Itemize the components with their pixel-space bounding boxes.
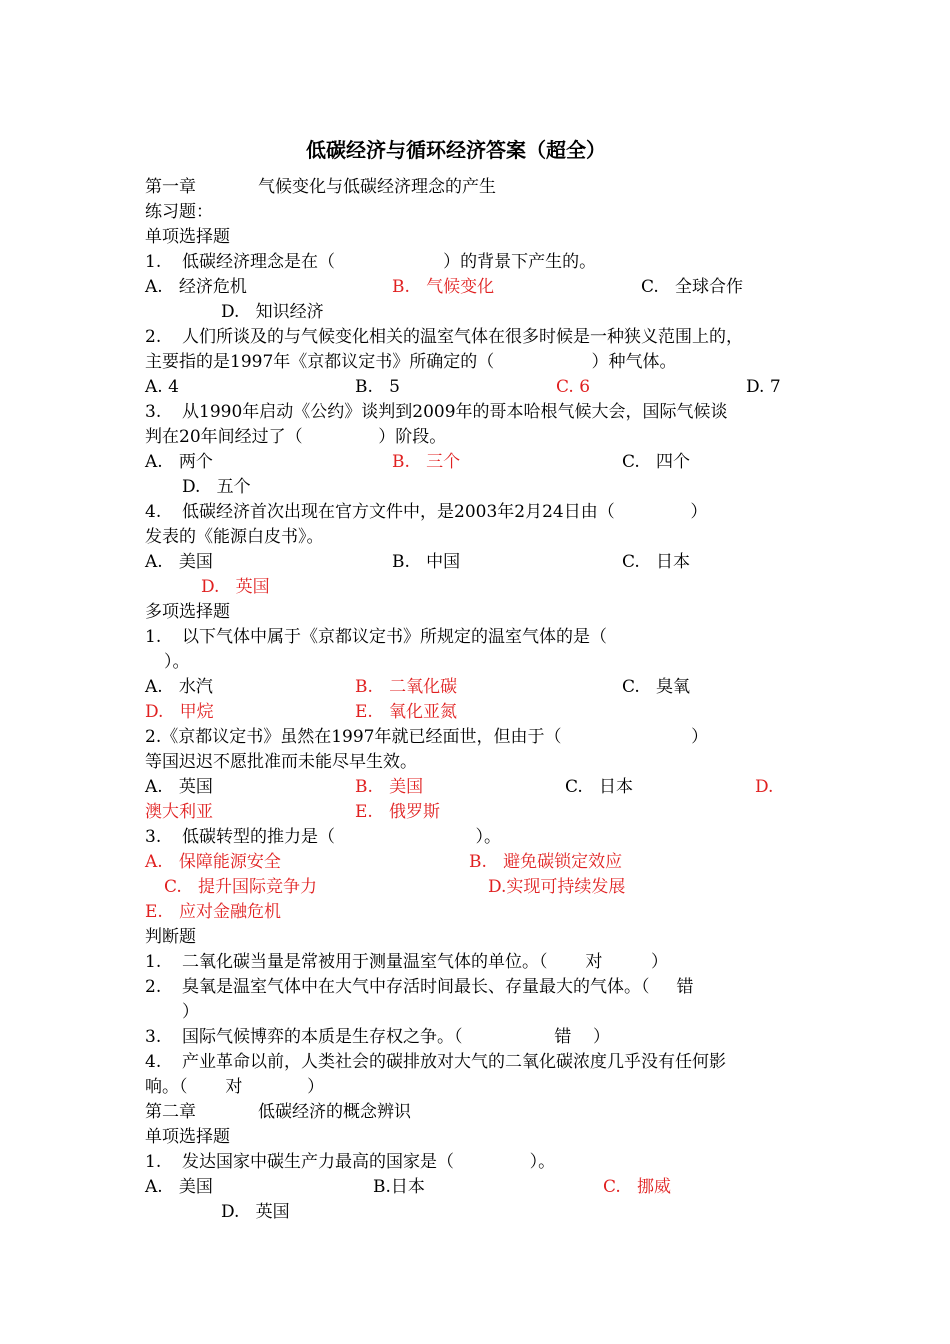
question-stem-cont: 等国迟迟不愿批准而未能尽早生效。 bbox=[145, 752, 417, 772]
page-title: 低碳经济与循环经济答案（超全） bbox=[306, 138, 606, 162]
question-stem: 2.《京都议定书》虽然在1997年就已经面世，但由于（ ） bbox=[145, 727, 709, 747]
option-b: B. 5 bbox=[355, 377, 400, 397]
option-d-answer: D. 甲烷 bbox=[145, 702, 214, 722]
question-stem-cont: ） bbox=[182, 1002, 199, 1022]
question-number: 3. bbox=[145, 827, 162, 847]
question-stem: 从1990年启动《公约》谈判到2009年的哥本哈根气候大会，国际气候谈 bbox=[182, 402, 728, 422]
option-b: B.日本 bbox=[373, 1177, 425, 1197]
question-stem-cont: 主要指的是1997年《京都议定书》所确定的（ ）种气体。 bbox=[145, 352, 677, 372]
exercises-heading: 练习题： bbox=[145, 202, 213, 222]
option-b-answer: B. 美国 bbox=[355, 777, 424, 797]
question-number: 3. bbox=[145, 1027, 162, 1047]
chapter2-name: 低碳经济的概念辨识 bbox=[258, 1102, 411, 1122]
option-b-answer: B. 气候变化 bbox=[392, 277, 495, 297]
question-number: 4. bbox=[145, 502, 162, 522]
question-stem: 产业革命以前，人类社会的碳排放对大气的二氧化碳浓度几乎没有任何影 bbox=[182, 1052, 726, 1072]
option-e-answer: E. 应对金融危机 bbox=[145, 902, 282, 922]
option-c: C. 臭氧 bbox=[622, 677, 691, 697]
question-stem: 国际气候博弈的本质是生存权之争。（ 错 ） bbox=[182, 1027, 610, 1047]
option-d: D. 知识经济 bbox=[221, 302, 324, 322]
question-number: 1. bbox=[145, 1152, 162, 1172]
question-number: 1. bbox=[145, 952, 162, 972]
question-stem: 二氧化碳当量是常被用于测量温室气体的单位。（ 对 ） bbox=[182, 952, 668, 972]
option-c-answer: C. 挪威 bbox=[603, 1177, 672, 1197]
question-stem-cont: ）。 bbox=[164, 652, 190, 672]
question-stem: 发达国家中碳生产力最高的国家是（ ）。 bbox=[182, 1152, 556, 1172]
question-number: 1. bbox=[145, 252, 162, 272]
option-d-answer: D.实现可持续发展 bbox=[488, 877, 626, 897]
option-c: C. 四个 bbox=[622, 452, 691, 472]
chapter1-name: 气候变化与低碳经济理念的产生 bbox=[258, 177, 496, 197]
option-a: A. 4 bbox=[145, 377, 179, 397]
option-d-answer-text: 澳大利亚 bbox=[145, 802, 213, 822]
question-stem-cont: 判在20年间经过了（ ）阶段。 bbox=[145, 427, 447, 447]
single-choice-heading: 单项选择题 bbox=[145, 1127, 230, 1147]
question-stem: 低碳经济理念是在（ ）的背景下产生的。 bbox=[182, 252, 597, 272]
chapter2-label: 第二章 bbox=[145, 1102, 196, 1122]
option-b-answer: B. 二氧化碳 bbox=[355, 677, 458, 697]
option-c-answer: C. 6 bbox=[556, 377, 591, 397]
option-a: A. 美国 bbox=[145, 552, 213, 572]
question-stem: 低碳转型的推力是（ ）。 bbox=[182, 827, 501, 847]
option-a: A. 英国 bbox=[145, 777, 213, 797]
option-c: C. 日本 bbox=[622, 552, 691, 572]
question-stem: 以下气体中属于《京都议定书》所规定的温室气体的是（ bbox=[182, 627, 607, 647]
question-stem: 人们所谈及的与气候变化相关的温室气体在很多时候是一种狭义范围上的， bbox=[182, 327, 743, 347]
true-false-heading: 判断题 bbox=[145, 927, 196, 947]
option-a: A. 美国 bbox=[145, 1177, 213, 1197]
option-b-answer: B. 三个 bbox=[392, 452, 461, 472]
option-d: D. 7 bbox=[746, 377, 781, 397]
question-stem: 臭氧是温室气体中在大气中存活时间最长、存量最大的气体。（ 错 bbox=[182, 977, 694, 997]
option-a-answer: A. 保障能源安全 bbox=[145, 852, 281, 872]
question-number: 2. bbox=[145, 327, 162, 347]
multi-choice-heading: 多项选择题 bbox=[145, 602, 230, 622]
question-stem-cont: 响。（ 对 ） bbox=[145, 1077, 325, 1097]
question-number: 2. bbox=[145, 977, 162, 997]
single-choice-heading: 单项选择题 bbox=[145, 227, 230, 247]
question-number: 4. bbox=[145, 1052, 162, 1072]
option-e-answer: E. 氧化亚氮 bbox=[355, 702, 458, 722]
question-number: 3. bbox=[145, 402, 162, 422]
option-c: C. 日本 bbox=[565, 777, 634, 797]
option-b-answer: B. 避免碳锁定效应 bbox=[469, 852, 623, 872]
question-stem: 低碳经济首次出现在官方文件中，是2003年2月24日由（ ） bbox=[182, 502, 708, 522]
option-c: C. 全球合作 bbox=[641, 277, 744, 297]
question-stem-cont: 发表的《能源白皮书》。 bbox=[145, 527, 324, 547]
option-e-answer: E. 俄罗斯 bbox=[355, 802, 441, 822]
option-a: A. 经济危机 bbox=[145, 277, 247, 297]
option-b: B. 中国 bbox=[392, 552, 461, 572]
option-c-answer: C. 提升国际竞争力 bbox=[164, 877, 318, 897]
question-number: 1. bbox=[145, 627, 162, 647]
option-d-answer-letter: D. bbox=[755, 777, 774, 797]
option-d: D. 五个 bbox=[182, 477, 251, 497]
chapter1-label: 第一章 bbox=[145, 177, 196, 197]
option-a: A. 水汽 bbox=[145, 677, 213, 697]
option-d: D. 英国 bbox=[221, 1202, 290, 1222]
option-a: A. 两个 bbox=[145, 452, 213, 472]
option-d-answer: D. 英国 bbox=[201, 577, 270, 597]
